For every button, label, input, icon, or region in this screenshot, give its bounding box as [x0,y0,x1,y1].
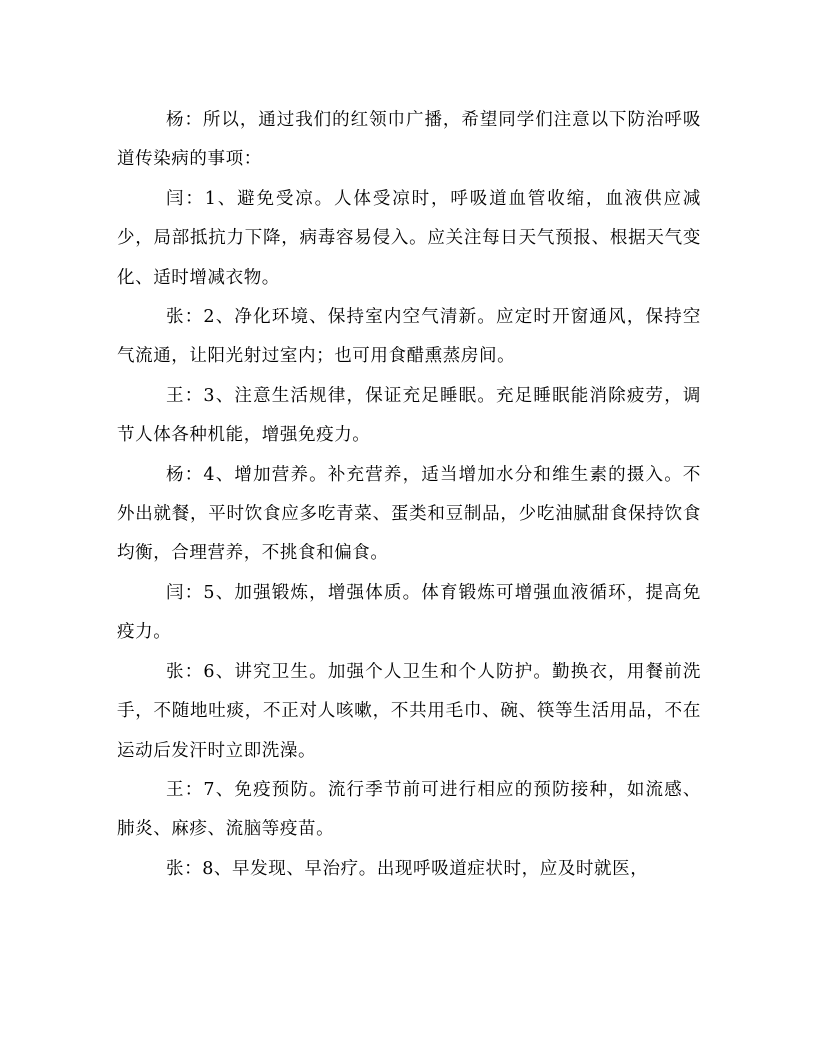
paragraph-item-2: 张：2、净化环境、保持室内空气清新。应定时开窗通风，保持空气流通，让阳光射过室内；也可用食醋熏蒸房间。 [117,307,701,367]
paragraph-intro: 杨：所以，通过我们的红领巾广播，希望同学们注意以下防治呼吸道传染病的事项： [117,110,701,170]
paragraph-item-5: 闫：5、加强锻炼，增强体质。体育锻炼可增强血液循环，提高免疫力。 [117,582,701,643]
paragraph-item-6: 张：6、讲究卫生。加强个人卫生和个人防护。勤换衣，用餐前洗手，不随地吐痰，不正对人咳嗽，不共用毛巾、碗、筷等生活用品，不在运动后发汗时立即洗澡。 [117,661,701,761]
paragraph-item-8: 张：8、早发现、早治疗。出现呼吸道症状时，应及时就医， [166,858,649,879]
paragraph-item-3: 王：3、注意生活规律，保证充足睡眠。充足睡眠能消除疲劳，调节人体各种机能，增强免疫力。 [117,385,701,446]
document-body [117,101,701,889]
paragraph-item-7: 王：7、免疫预防。流行季节前可进行相应的预防接种，如流感、肺炎、麻疹、流脑等疫苗。 [117,779,701,840]
paragraph-item-4: 杨：4、增加营养。补充营养，适当增加水分和维生素的摄入。不外出就餐，平时饮食应多吃青菜、蛋类和豆制品，少吃油腻甜食保持饮食均衡，合理营养，不挑食和偏食。 [117,464,701,564]
paragraph-item-1: 闫：1、避免受凉。人体受凉时，呼吸道血管收缩，血液供应减少，局部抵抗力下降，病毒容易侵入。应关注每日天气预报、根据天气变化、适时增减衣物。 [117,188,701,288]
